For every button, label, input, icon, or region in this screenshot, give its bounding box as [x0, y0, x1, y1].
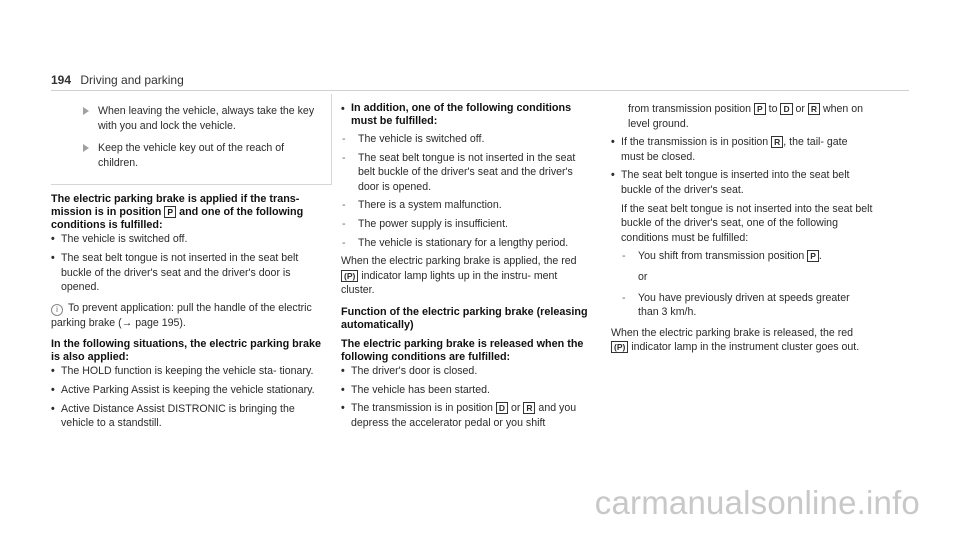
dash-item: - The vehicle is switched off.: [342, 133, 485, 145]
list-item: • The seat belt tongue is inserted into the seat belt buckle of the driver's seat.: [611, 169, 850, 196]
heading-also-applied: In the following situations, the electric parking brake is also applied:: [51, 338, 321, 364]
list-item: • Active Distance Assist DISTRONIC is bringing the vehicle to a standstill.: [51, 402, 295, 430]
gear-p-symbol: P: [807, 250, 819, 262]
page-link[interactable]: page 195).: [132, 316, 186, 329]
dash-item: - The vehicle is stationary for a lengthy period.: [342, 236, 569, 249]
list-item: • The driver's door is closed.: [341, 364, 478, 377]
dash-item: - The seat belt tongue is not inserted in the seat belt buckle of the driver's seat and the driver's door is opened.: [342, 151, 576, 193]
gear-d-symbol: D: [780, 103, 792, 115]
continued-text: from transmission position P to D or R when on level ground.: [628, 103, 864, 130]
info-note: i To prevent application: pull the handle of the electric parking brake (→ page 195).: [51, 301, 312, 329]
list-item: • In addition, one of the following conditions must be fulfilled:: [341, 102, 593, 128]
dash-item: - The power supply is insufficient.: [342, 217, 508, 230]
list-item: • Active Parking Assist is keeping the vehicle stationary.: [51, 383, 315, 396]
parking-brake-indicator-icon: (P): [341, 270, 358, 282]
list-item-continued: If the seat belt tongue is not inserted into the seat belt buckle of the driver's seat, one of the following conditions must be fulfilled:: [621, 202, 873, 244]
section-title: Driving and parking: [80, 73, 184, 87]
dash-item: - You have previously driven at speeds greater than 3 km/h.: [622, 291, 850, 319]
list-item: • The transmission is in position D or R and you depress the accelerator pedal or you shift: [341, 402, 577, 429]
page-number: 194: [51, 73, 72, 87]
applied-indicator-text: When the electric parking brake is applied, the red (P) indicator lamp lights up in the instru- ment cluster.: [341, 255, 577, 297]
parking-brake-indicator-icon: (P): [611, 341, 628, 353]
column-middle: [341, 102, 593, 430]
list-item: • The seat belt tongue is not inserted in the seat belt buckle of the driver's seat and the driver's door is opened.: [51, 251, 299, 294]
list-item: • If the transmission is in position R , the tail- gate must be closed.: [611, 136, 848, 163]
heading-released-conditions: The electric parking brake is released when the following conditions are fulfilled:: [341, 337, 584, 363]
list-item: • The vehicle is switched off.: [51, 233, 188, 246]
gear-r-symbol: R: [523, 402, 535, 414]
note-item: Keep the vehicle key out of the reach of children.: [51, 141, 321, 170]
column-left: [51, 94, 323, 431]
gear-p-symbol: P: [164, 206, 176, 218]
heading-additional-conditions: In addition, one of the following conditions must be fulfilled:: [351, 102, 572, 127]
heading-function-release: Function of the electric parking brake (releasing automatically): [341, 305, 588, 331]
note-item: When leaving the vehicle, always take the key with you and lock the vehicle.: [51, 104, 321, 133]
list-item: • The HOLD function is keeping the vehicle sta- tionary.: [51, 365, 314, 378]
page-header: [51, 73, 184, 87]
dash-item: - You shift from transmission position P .: [622, 250, 822, 263]
triangle-bullet-icon: [83, 144, 89, 152]
heading-applied-conditions: The electric parking brake is applied if the trans- mission is in position P and one of the following conditions is fulfilled:: [51, 193, 304, 232]
note-box: [51, 94, 332, 185]
info-icon: i: [51, 304, 63, 316]
gear-p-symbol: P: [754, 103, 766, 115]
gear-d-symbol: D: [496, 402, 508, 414]
watermark-text: carmanualsonline.info: [594, 484, 920, 521]
triangle-bullet-icon: [83, 107, 89, 115]
column-right: [611, 102, 873, 355]
list-item: • The vehicle has been started.: [341, 383, 490, 396]
released-indicator-text: When the electric parking brake is released, the red (P) indicator lamp in the instrument cluster goes out.: [611, 326, 860, 354]
gear-r-symbol: R: [808, 103, 820, 115]
or-text: or: [638, 270, 648, 283]
arrow-icon: →: [121, 316, 133, 329]
gear-r-symbol: R: [771, 136, 783, 148]
header-divider: [51, 90, 909, 91]
dash-item: - There is a system malfunction.: [342, 199, 502, 212]
